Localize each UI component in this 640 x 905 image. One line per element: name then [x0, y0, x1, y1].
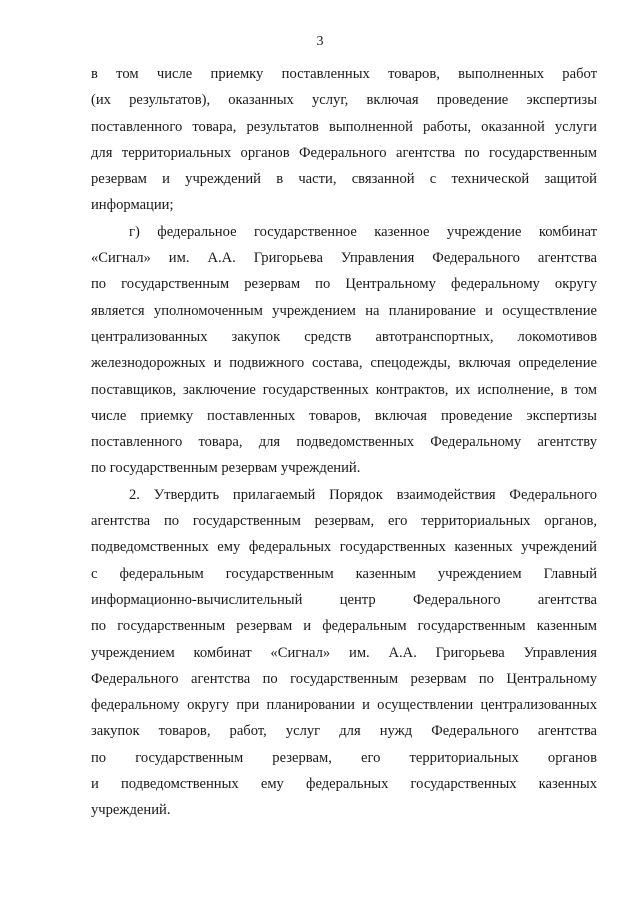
paragraph: [91, 482, 597, 824]
document-body: [91, 61, 597, 824]
text-line: агентства по государственным резервам, его территориальных органов,: [91, 513, 597, 530]
text-line: закупок товаров, работ, услуг для нужд Федерального агентства: [91, 723, 597, 740]
text-line: г) федеральное государственное казенное учреждение комбинат: [129, 223, 597, 240]
text-line: является уполномоченным учреждением на планирование и осуществление: [91, 302, 597, 319]
text-line: по государственным резервам и федеральным государственным казенным: [91, 618, 597, 635]
text-line: для территориальных органов Федерального агентства по государственным: [91, 144, 597, 161]
text-line: информационно-вычислительный центр Федерального агентства: [91, 591, 597, 608]
text-line: по государственным резервам, его территориальных органов: [91, 749, 597, 766]
text-line: Федерального агентства по государственным резервам по Центральному: [91, 670, 597, 687]
text-line: железнодорожных и подвижного состава, спецодежды, включая определение: [91, 355, 597, 372]
text-line: (их результатов), оказанных услуг, включая проведение экспертизы: [91, 92, 597, 109]
text-line: учреждением комбинат «Сигнал» им. А.А. Григорьева Управления: [91, 644, 597, 661]
paragraph: [91, 61, 597, 219]
page-number: 3: [316, 34, 324, 49]
text-line: поставленного товара, результатов выполненной работы, оказанной услуги: [91, 118, 597, 135]
text-line: 2. Утвердить прилагаемый Порядок взаимодействия Федерального: [129, 486, 597, 503]
text-line: по государственным резервам учреждений.: [91, 460, 361, 477]
paragraph: [91, 219, 597, 482]
text-line: учреждений.: [91, 802, 171, 819]
text-line: числе приемку поставленных товаров, включая проведение экспертизы: [91, 407, 597, 424]
text-line: по государственным резервам по Центральному федеральному округу: [91, 276, 597, 293]
text-line: резервам и учреждений в части, связанной с технической защитой: [91, 171, 597, 188]
text-line: информации;: [91, 197, 174, 214]
text-line: с федеральным государственным казенным учреждением Главный: [91, 565, 597, 582]
text-line: поставленного товара, для подведомственных Федеральному агентству: [91, 434, 597, 451]
text-line: подведомственных ему федеральных государственных казенных учреждений: [91, 539, 597, 556]
text-line: и подведомственных ему федеральных государственных казенных: [91, 776, 597, 793]
text-line: «Сигнал» им. А.А. Григорьева Управления Федерального агентства: [91, 250, 597, 267]
text-line: в том числе приемку поставленных товаров, выполненных работ: [91, 66, 597, 82]
text-line: централизованных закупок средств автотранспортных, локомотивов: [91, 328, 597, 345]
text-line: поставщиков, заключение государственных контрактов, их исполнение, в том: [91, 381, 597, 398]
text-line: федеральному округу при планировании и осуществлении централизованных: [91, 697, 597, 714]
